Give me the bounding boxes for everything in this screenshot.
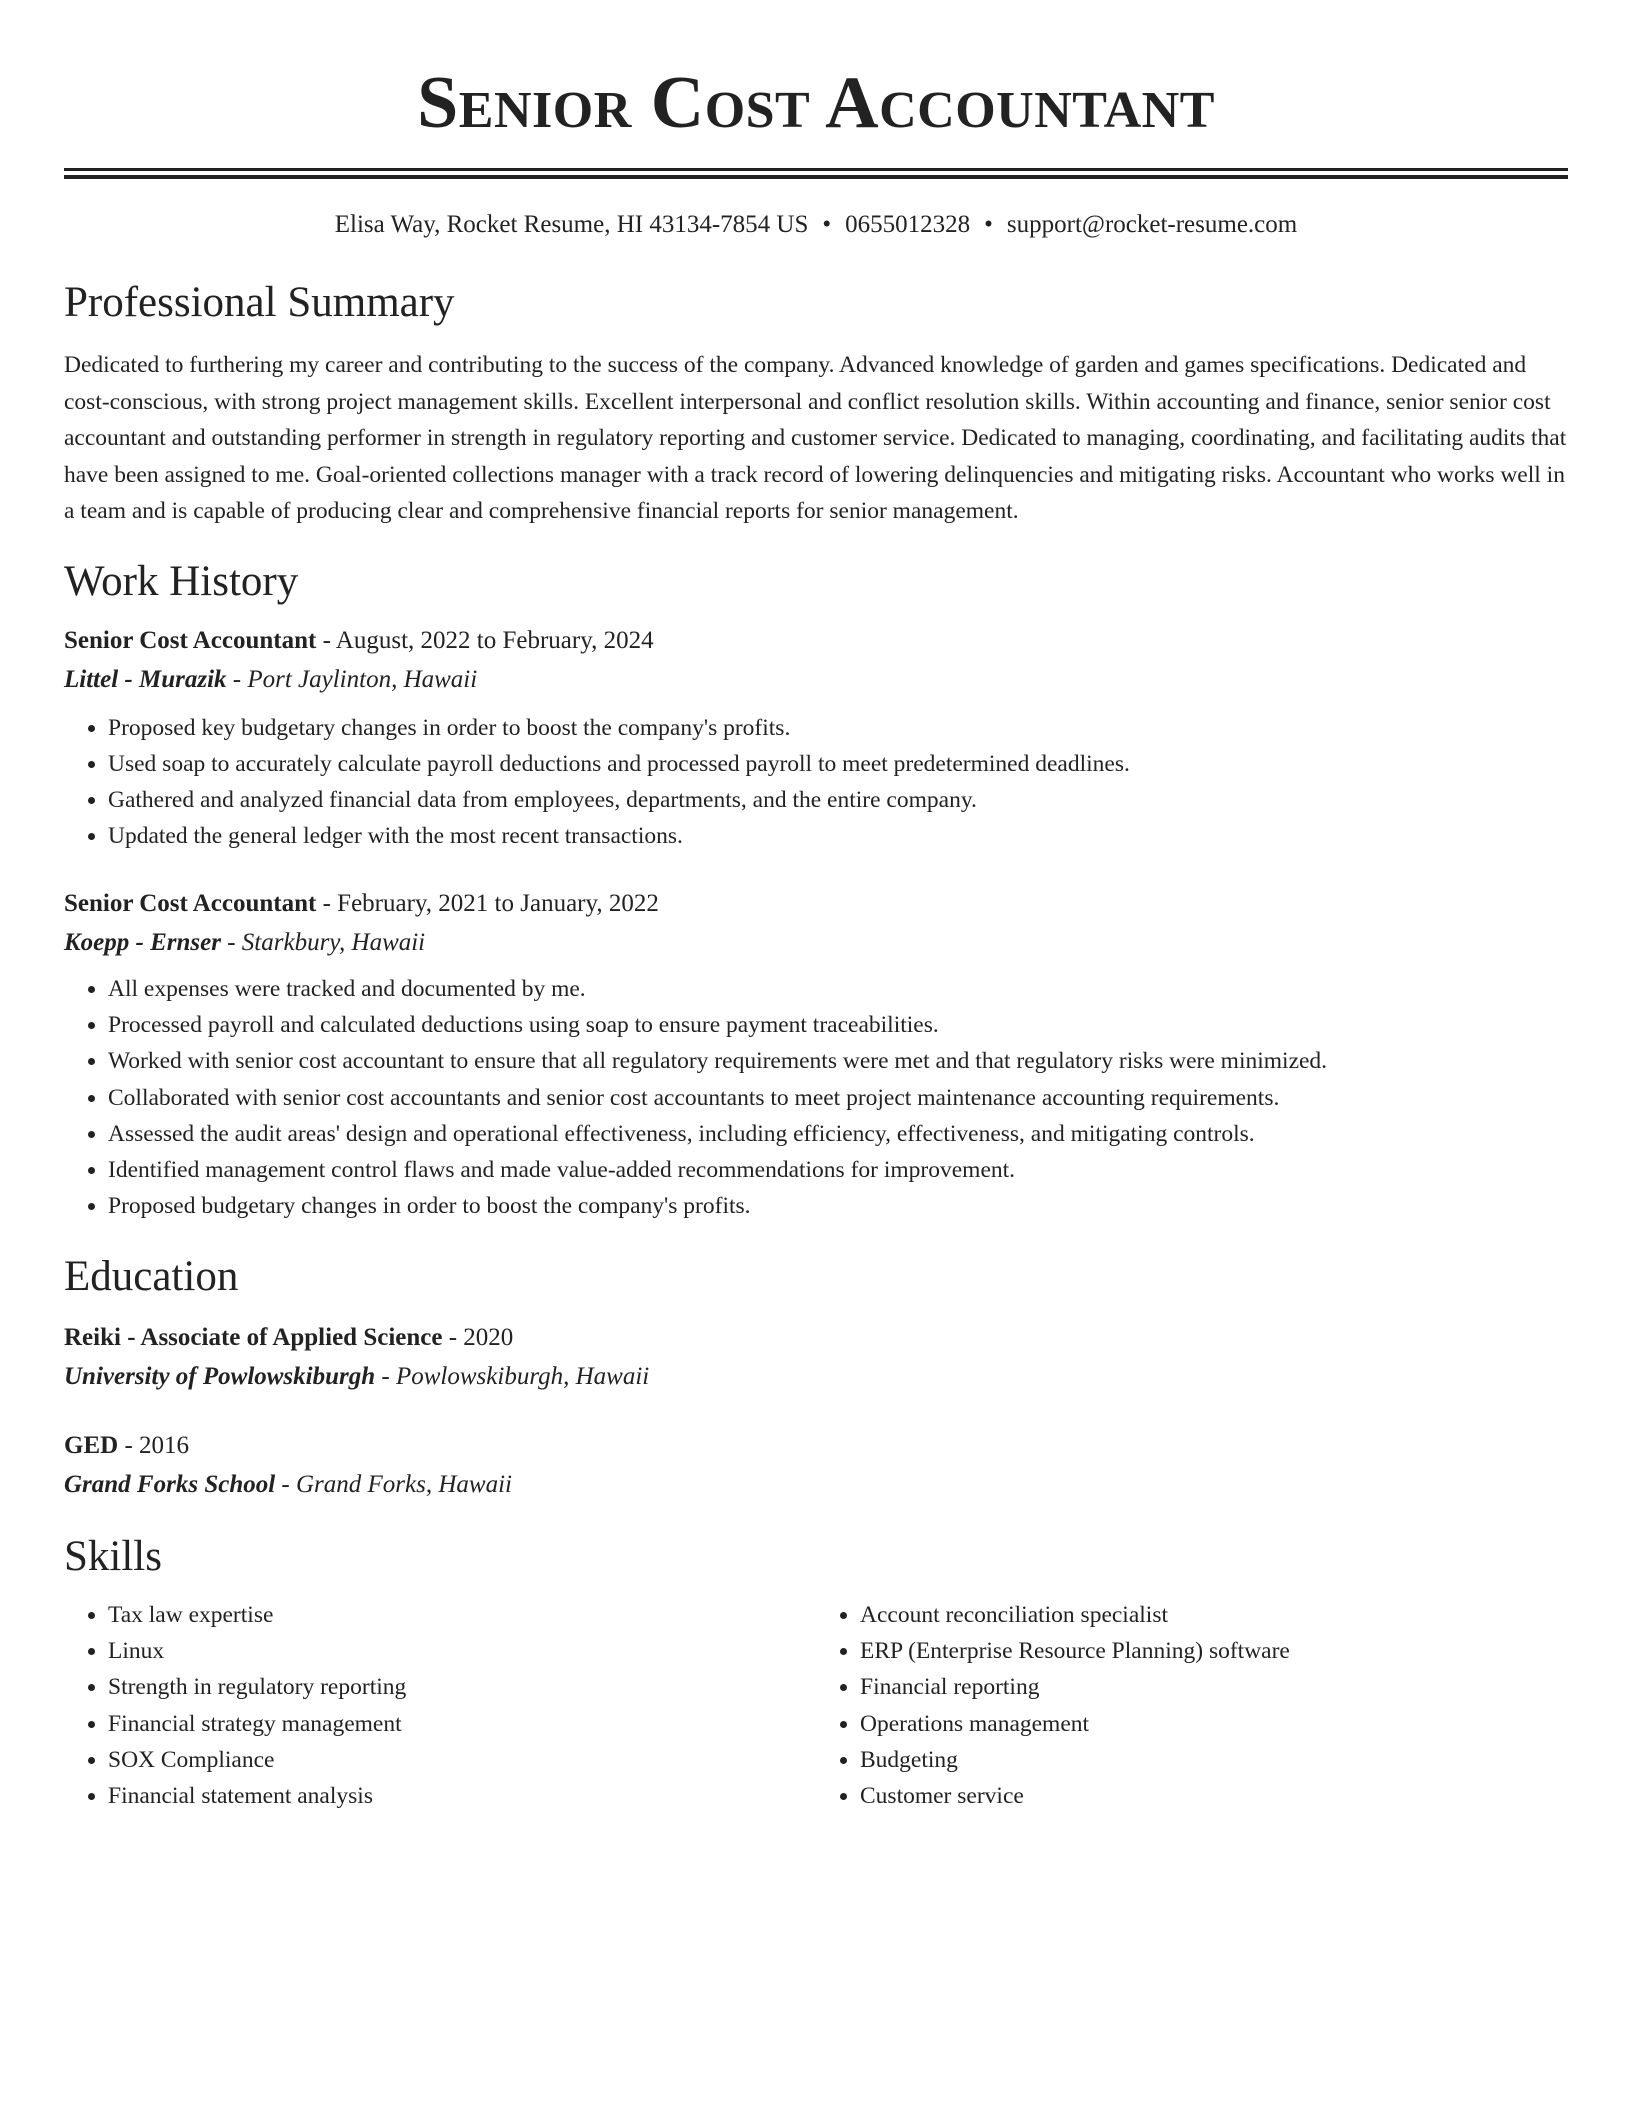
education-entry (64, 1427, 1568, 1505)
education-school-line (64, 1357, 1568, 1397)
skill-item: • SOX Compliance (108, 1742, 816, 1778)
skills-heading: Skills (64, 1532, 162, 1580)
job-company: Littel - Murazik (64, 665, 227, 693)
title-divider (64, 168, 1568, 179)
skill-item: • Customer service (860, 1778, 1568, 1814)
skill-item: • Account reconciliation specialist (860, 1597, 1568, 1633)
job-duty: • Identified management control flaws and made value-added recommendations for improvement. (108, 1152, 1568, 1188)
skill-item: • Budgeting (860, 1742, 1568, 1778)
skills-columns (64, 1597, 1568, 1815)
education-school: Grand Forks School (64, 1470, 276, 1498)
skill-item: • Financial statement analysis (108, 1778, 816, 1814)
contact-email: support@rocket-resume.com (1006, 211, 1298, 238)
education-heading: Education (64, 1252, 239, 1300)
contact-separator: • (984, 211, 993, 238)
job-dates: - August, 2022 to February, 2024 (316, 626, 654, 654)
skill-item: • ERP (Enterprise Resource Planning) software (860, 1633, 1568, 1669)
job-location: - Starkbury, Hawaii (220, 928, 426, 956)
job-duty: • Processed payroll and calculated deductions using soap to ensure payment traceabilities. (108, 1007, 1568, 1043)
job-duty: • Proposed budgetary changes in order to boost the company's profits. (108, 1188, 1568, 1224)
job-header (64, 622, 1568, 660)
education-degree: GED (64, 1431, 119, 1459)
skill-item: • Financial strategy management (108, 1706, 816, 1742)
job-header (64, 885, 1568, 923)
job-duty: • Updated the general ledger with the most recent transactions. (108, 818, 1568, 854)
job-entry (64, 622, 1568, 855)
education-entry (64, 1319, 1568, 1397)
education-degree: Reiki - Associate of Applied Science (64, 1323, 443, 1351)
job-duty: • Gathered and analyzed financial data from employees, departments, and the entire company. (108, 782, 1568, 818)
contact-phone: 0655012328 (845, 211, 971, 238)
job-role: Senior Cost Accountant (64, 889, 317, 917)
contact-line (64, 209, 1568, 241)
job-entry (64, 885, 1568, 1225)
skills-list-right (816, 1597, 1568, 1815)
contact-address: Elisa Way, Rocket Resume, HI 43134-7854 US (334, 211, 809, 238)
resume-title: Senior Cost Accountant (417, 62, 1215, 144)
job-duty: • Proposed key budgetary changes in order to boost the company's profits. (108, 710, 1568, 746)
job-duties-list (64, 971, 1568, 1225)
education-header (64, 1427, 1568, 1465)
education-school-line (64, 1465, 1568, 1505)
job-employer (64, 923, 1568, 963)
summary-heading: Professional Summary (64, 279, 455, 326)
skill-item: • Operations management (860, 1706, 1568, 1742)
skill-item: • Tax law expertise (108, 1597, 816, 1633)
contact-separator: • (822, 211, 832, 238)
education-location: - Powlowskiburgh, Hawaii (375, 1362, 650, 1390)
skill-item: • Linux (108, 1633, 816, 1669)
job-company: Koepp - Ernser (64, 928, 221, 956)
job-duty: • Worked with senior cost accountant to ensure that all regulatory requirements were met and that regulatory risks were minimized. (108, 1043, 1568, 1079)
job-location: - Port Jaylinton, Hawaii (226, 665, 478, 693)
job-duty: • Assessed the audit areas' design and operational effectiveness, including efficiency, effectiveness, and mitigating controls. (108, 1116, 1568, 1152)
skill-item: • Strength in regulatory reporting (108, 1669, 816, 1705)
skills-list-left (64, 1597, 816, 1815)
skill-item: • Financial reporting (860, 1669, 1568, 1705)
job-duty: • Collaborated with senior cost accountants and senior cost accountants to meet project maintenance accounting requirements. (108, 1080, 1568, 1116)
job-duty: • Used soap to accurately calculate payroll deductions and processed payroll to meet predetermined deadlines. (108, 746, 1568, 782)
job-dates: - February, 2021 to January, 2022 (316, 889, 659, 917)
education-year: - 2020 (442, 1323, 514, 1351)
job-employer (64, 660, 1568, 700)
job-duty: • All expenses were tracked and documented by me. (108, 971, 1568, 1007)
education-header (64, 1319, 1568, 1357)
job-duties-list (64, 710, 1568, 855)
education-location: - Grand Forks, Hawaii (275, 1470, 512, 1498)
work-history-heading: Work History (64, 557, 299, 605)
job-role: Senior Cost Accountant (64, 626, 317, 654)
education-school: University of Powlowskiburgh (64, 1362, 376, 1390)
summary-text: Dedicated to furthering my career and contributing to the success of the company. Advanced knowledge of garden and games specifications. Dedicated and cost-conscious, with strong project management skills. Excellent interpersonal and conflict resolution skills. Within accounting and finance, senior senior cost accountant and outstanding performer in strength in regulatory reporting and customer service. Dedicated to managing, coordinating, and facilitating audits that have been assigned to me. Goal-oriented collections manager with a track record of lowering delinquencies and mitigating risks. Accountant who works well in a team and is capable of producing clear and comprehensive financial reports for senior management. (64, 352, 1567, 524)
education-year: - 2016 (118, 1431, 190, 1459)
